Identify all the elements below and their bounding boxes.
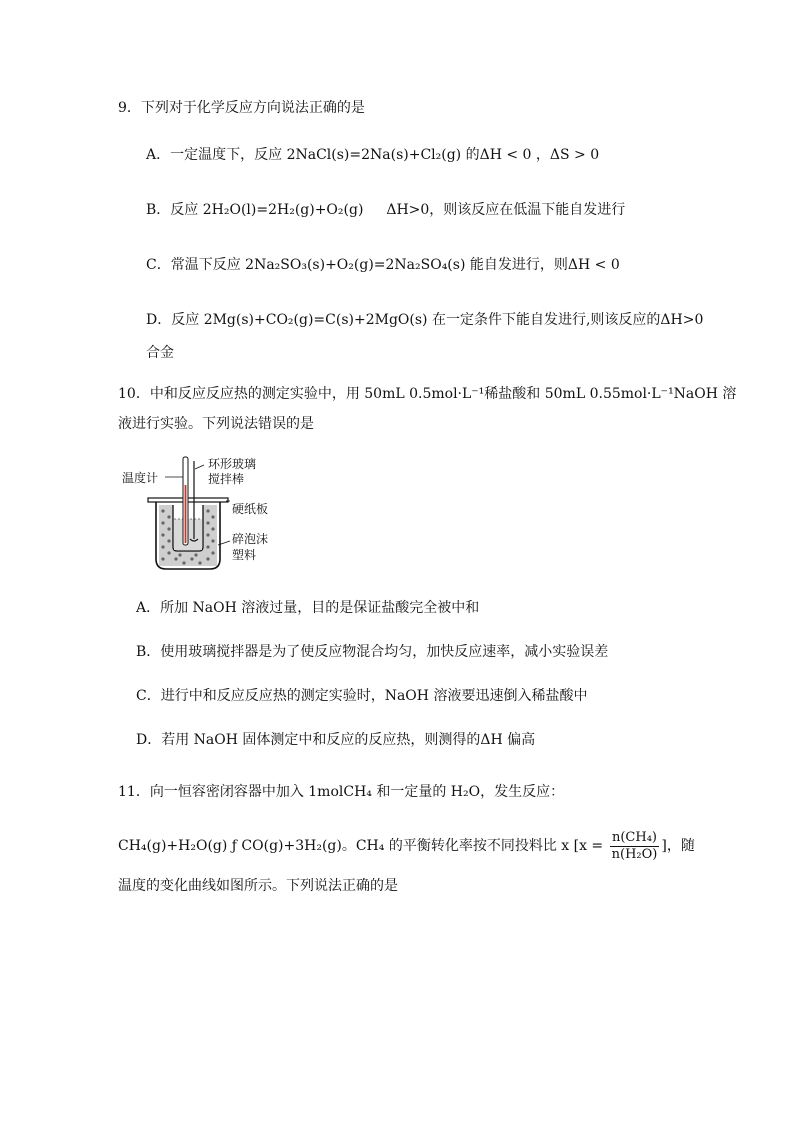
- q9-extra-text: 合金: [146, 345, 174, 361]
- q9-option-b-label: B．反应: [146, 202, 199, 218]
- q9-option-d-tail: 在一定条件下能自发进行,则该反应的ΔH>0: [431, 312, 704, 328]
- calorimeter-diagram: [118, 455, 318, 575]
- q9-option-d-equation: 2Mg(s)+CO₂(g)=C(s)+2MgO(s): [203, 312, 428, 328]
- q9-option-d: [146, 310, 703, 330]
- q11-mid-text: 。CH₄ 的平衡转化率按不同投料比: [341, 838, 557, 854]
- q9-option-c: [146, 255, 620, 275]
- label-foam-2: 塑料: [232, 548, 257, 562]
- q11-ratio-numerator: n(CH₄): [610, 830, 660, 847]
- q11-stem-line3: 温度的变化曲线如图所示。下列说法正确的是: [118, 878, 398, 894]
- q9-option-b: [146, 200, 625, 220]
- q9-option-c-tail: 能自发进行，则ΔH < 0: [469, 257, 620, 273]
- label-stirrer-2: 搅拌棒: [208, 472, 245, 486]
- q10-stem-line2: 液进行实验。下列说法错误的是: [118, 416, 314, 432]
- q9-option-c-equation: 2Na₂SO₃(s)+O₂(g)=2Na₂SO₄(s): [245, 257, 466, 273]
- q9-option-b-tail: ΔH>0，则该反应在低温下能自发进行: [386, 202, 626, 218]
- q11-stem-line2: [118, 828, 695, 864]
- q11-ratio-suffix: ]，随: [661, 838, 695, 854]
- q9-option-b-equation: 2H₂O(l)=2H₂(g)+O₂(g): [202, 202, 364, 218]
- q9-stem: 9．下列对于化学反应方向说法正确的是: [118, 100, 365, 116]
- label-foam-1: 碎泡沫: [232, 532, 269, 546]
- q11-stem-line1: 11．向一恒容密闭容器中加入 1molCH₄ 和一定量的 H₂O，发生反应：: [118, 784, 565, 800]
- q11-equation: CH₄(g)+H₂O(g) ƒ CO(g)+3H₂(g): [118, 838, 342, 854]
- q10-stem-line1: 10．中和反应反应热的测定实验中，用 50mL 0.5mol·L⁻¹稀盐酸和 50mL 0.55mol·L⁻¹NaOH 溶: [118, 386, 737, 402]
- label-stirrer-1: 环形玻璃: [208, 457, 257, 471]
- q10-option-d: D．若用 NaOH 固体测定中和反应的反应热，则测得的ΔH 偏高: [136, 732, 536, 748]
- q10-option-c: C．进行中和反应反应热的测定实验时，NaOH 溶液要迅速倒入稀盐酸中: [136, 688, 588, 704]
- q9-option-a-equation: 2NaCl(s)=2Na(s)+Cl₂(g): [286, 147, 462, 163]
- q11-ratio-denominator: n(H₂O): [611, 846, 658, 862]
- q9-option-a-tail: 的ΔH < 0 ，ΔS > 0: [465, 147, 600, 163]
- q9-option-d-label: D．反应: [146, 312, 200, 328]
- label-thermometer: 温度计: [122, 471, 159, 485]
- q11-ratio-fraction: [610, 830, 660, 863]
- label-board: 硬纸板: [232, 502, 269, 516]
- q10-option-a: A．所加 NaOH 溶液过量，目的是保证盐酸完全被中和: [136, 600, 480, 616]
- q10-option-b: B．使用玻璃搅拌器是为了使反应物混合均匀，加快反应速率，减小实验误差: [136, 644, 609, 660]
- q9-option-a: [146, 145, 599, 165]
- q11-ratio-prefix: x [x =: [561, 838, 604, 854]
- q9-option-c-label: C．常温下反应: [146, 257, 241, 273]
- q9-option-a-label: A．一定温度下，反应: [146, 147, 283, 163]
